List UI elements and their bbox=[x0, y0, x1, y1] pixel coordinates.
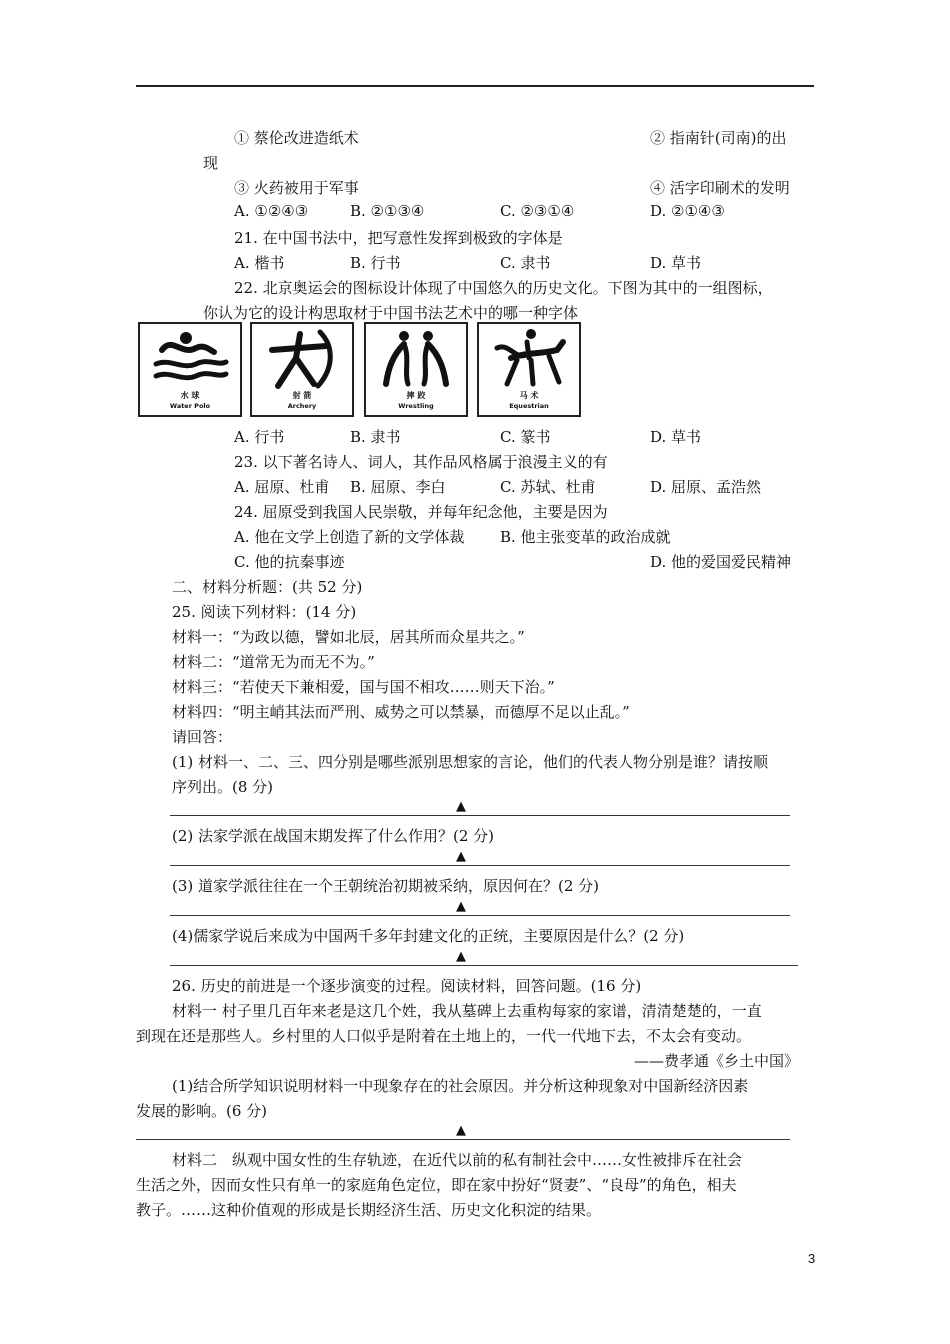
q20-option-2: ② 指南针(司南)的出 bbox=[650, 129, 787, 147]
q24-choice-d: D. 他的爱国爱民精神 bbox=[650, 553, 792, 571]
answer-mark: ▲ bbox=[456, 949, 466, 964]
pictogram-archery bbox=[250, 322, 354, 417]
q23-stem: 23. 以下著名诗人、词人，其作品风格属于浪漫主义的有 bbox=[234, 453, 608, 471]
q25-part-3: (3) 道家学派往往在一个王朝统治初期被采纳，原因何在？(2 分) bbox=[172, 877, 600, 895]
q20-option-4: ④ 活字印刷术的发明 bbox=[650, 179, 790, 197]
q24-choice-c: C. 他的抗秦事迹 bbox=[234, 553, 345, 571]
q22-choice-b: B. 隶书 bbox=[350, 428, 401, 446]
water-polo-icon bbox=[148, 328, 232, 390]
q22-choice-d: D. 草书 bbox=[650, 428, 702, 446]
q23-choice-a: A. 屈原、杜甫 bbox=[234, 478, 330, 496]
pictogram-water-polo bbox=[138, 322, 242, 417]
q21-stem: 21. 在中国书法中，把写意性发挥到极致的字体是 bbox=[234, 229, 563, 247]
q25-ask: 请回答： bbox=[172, 728, 233, 746]
q20-choice-a: A. ①②④③ bbox=[234, 202, 309, 220]
q25-part-4: (4)儒家学说后来成为中国两千多年封建文化的正统，主要原因是什么？(2 分) bbox=[172, 927, 685, 945]
q25-material-1: 材料一：“为政以德，譬如北辰，居其所而众星共之。” bbox=[172, 628, 525, 646]
q26-part-1-line2: 发展的影响。(6 分) bbox=[136, 1102, 268, 1120]
q20-option-1: ① 蔡伦改进造纸术 bbox=[234, 129, 359, 147]
q21-choice-c: C. 隶书 bbox=[500, 254, 551, 272]
pictogram-cn-label: 射 箭 bbox=[292, 390, 312, 400]
q21-choice-b: B. 行书 bbox=[350, 254, 401, 272]
q25-material-4: 材料四：“明主峭其法而严刑、威势之可以禁暴，而德厚不足以止乱。” bbox=[172, 703, 630, 721]
q26-material-1-line2: 到现在还是那些人。乡村里的人口似乎是附着在土地上的，一代一代地下去，不太会有变动。 bbox=[136, 1027, 752, 1045]
answer-mark: ▲ bbox=[456, 849, 466, 864]
q25-part-1-line1: (1) 材料一、二、三、四分别是哪些派别思想家的言论，他们的代表人物分别是谁？请按顺 bbox=[172, 753, 769, 771]
q24-choice-b: B. 他主张变革的政治成就 bbox=[500, 528, 671, 546]
equestrian-icon bbox=[487, 328, 571, 390]
q25-material-3: 材料三：“若使天下兼相爱，国与国不相攻……则天下治。” bbox=[172, 678, 555, 696]
q22-choice-c: C. 篆书 bbox=[500, 428, 551, 446]
q25-part-1-line2: 序列出。(8 分) bbox=[172, 778, 274, 796]
q25-part-2: (2) 法家学派在战国末期发挥了什么作用？(2 分) bbox=[172, 827, 495, 845]
q20-choice-d: D. ②①④③ bbox=[650, 202, 725, 220]
q20-option-2-cont: 现 bbox=[203, 154, 219, 172]
section-title: 二、材料分析题：(共 52 分) bbox=[172, 578, 363, 596]
q25-stem: 25. 阅读下列材料：(14 分) bbox=[172, 603, 357, 621]
q20-choice-c: C. ②③①④ bbox=[500, 202, 575, 220]
pictogram-cn-label: 马 术 bbox=[519, 390, 539, 400]
answer-line[interactable] bbox=[136, 1139, 790, 1140]
pictogram-en-label: Wrestling bbox=[398, 402, 434, 410]
pictogram-en-label: Water Polo bbox=[169, 402, 211, 410]
pictogram-cn-label: 摔 跤 bbox=[406, 390, 426, 400]
pictogram-cn-label: 水 球 bbox=[180, 390, 200, 400]
q24-choice-a: A. 他在文学上创造了新的文学体裁 bbox=[234, 528, 465, 546]
q26-material-1-line1: 材料一 村子里几百年来老是这几个姓，我从墓碑上去重构每家的家谱，清清楚楚的，一直 bbox=[172, 1002, 762, 1020]
q22-stem-line1: 22. 北京奥运会的图标设计体现了中国悠久的历史文化。下图为其中的一组图标， bbox=[234, 279, 773, 297]
q21-choice-d: D. 草书 bbox=[650, 254, 702, 272]
answer-line[interactable] bbox=[170, 865, 790, 866]
q25-material-2: 材料二：“道常无为而无不为。” bbox=[172, 653, 375, 671]
q26-part-1-line1: (1)结合所学知识说明材料一中现象存在的社会原因。并分析这种现象对中国新经济因素 bbox=[172, 1077, 749, 1095]
pictogram-equestrian bbox=[477, 322, 581, 417]
q20-option-3: ③ 火药被用于军事 bbox=[234, 179, 359, 197]
wrestling-icon bbox=[374, 328, 458, 390]
q24-stem: 24. 屈原受到我国人民崇敬，并每年纪念他，主要是因为 bbox=[234, 503, 608, 521]
q26-material-2-line3: 教子。……这种价值观的形成是长期经济生活、历史文化积淀的结果。 bbox=[136, 1201, 602, 1219]
q26-material-2-line2: 生活之外，因而女性只有单一的家庭角色定位，即在家中扮好“贤妻”、“良母”的角色，相夫 bbox=[136, 1176, 737, 1194]
page-number: 3 bbox=[808, 1251, 816, 1266]
answer-mark: ▲ bbox=[456, 799, 466, 814]
q22-choice-a: A. 行书 bbox=[234, 428, 285, 446]
q23-choice-d: D. 屈原、孟浩然 bbox=[650, 478, 762, 496]
header-rule bbox=[136, 85, 814, 87]
q22-stem-line2: 你认为它的设计构思取材于中国书法艺术中的哪一种字体 bbox=[203, 304, 579, 322]
q26-material-1-source: ——费孝通《乡土中国》 bbox=[634, 1052, 800, 1070]
pictogram-en-label: Archery bbox=[287, 402, 317, 410]
answer-line[interactable] bbox=[170, 965, 798, 966]
archery-icon bbox=[260, 328, 344, 390]
answer-line[interactable] bbox=[170, 815, 790, 816]
q21-choice-a: A. 楷书 bbox=[234, 254, 285, 272]
pictogram-en-label: Equestrian bbox=[509, 402, 549, 410]
q26-material-2-line1: 材料二 纵观中国女性的生存轨迹，在近代以前的私有制社会中……女性被排斥在社会 bbox=[172, 1151, 743, 1169]
q26-stem: 26. 历史的前进是一个逐步演变的过程。阅读材料，回答问题。(16 分) bbox=[172, 977, 642, 995]
q20-choice-b: B. ②①③④ bbox=[350, 202, 425, 220]
q23-choice-b: B. 屈原、李白 bbox=[350, 478, 446, 496]
q23-choice-c: C. 苏轼、杜甫 bbox=[500, 478, 596, 496]
answer-line[interactable] bbox=[170, 915, 790, 916]
answer-mark: ▲ bbox=[456, 899, 466, 914]
answer-mark: ▲ bbox=[456, 1123, 466, 1138]
pictogram-wrestling bbox=[364, 322, 468, 417]
